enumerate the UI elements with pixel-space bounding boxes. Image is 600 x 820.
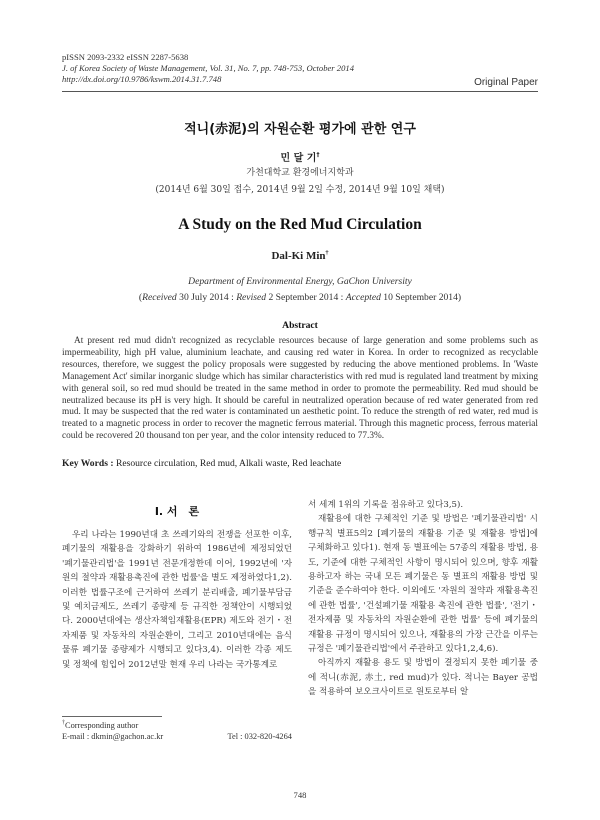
journal-citation: J. of Korea Society of Waste Management, Vol. 31, No. 7, pp. 748-753, October 2014 [62,63,354,73]
korean-author: 민 달 기† [280,151,320,164]
author-tel: Tel : 032-820-4264 [227,732,292,741]
header-rule [62,91,538,92]
journal-header [62,52,542,85]
korean-title: 적니(赤泥)의 자원순환 평가에 관한 연구 [184,122,416,137]
footnote: †Corresponding author E-mail : dkmin@gachon.ac.kr Tel : 032-820-4264 [62,720,292,741]
korean-dates: (2014년 6월 30일 접수, 2014년 9월 2일 수정, 2014년 9월 10일 채택) [155,185,445,195]
body-paragraph: 아직까지 재활용 용도 및 방법이 결정되지 못한 폐기물 중에 적니(赤泥, 赤土, red mud)가 있다. 적니는 Bayer 공법을 적용하여 보오크사이트로 원토로부터 알 [308,658,538,698]
issn-line: pISSN 2093-2332 eISSN 2287-5638 [62,52,189,62]
footnote-rule [62,716,162,717]
body-paragraph: 서 세계 1위의 기록을 점유하고 있다3,5). [308,500,464,510]
doi-link[interactable]: http://dx.doi.org/10.9786/kswm.2014.31.7.748 [62,74,222,84]
english-dates: (Received 30 July 2014 : Revised 2 September 2014 : Accepted 10 September 2014) [138,292,462,303]
right-column [308,498,538,700]
abstract-text: At present red mud didn't recognized as recyclable resources because of large generation and some problems such as impermeability, high pH value, aluminium leachate, and causing red water in Korea. In order to recognized as recyclable resources, therefore, we suggest the policy proposals were suggested by reducing the above mentioned problems. In 'Waste Management Act' similar inorganic sludge which has similar characteristics with red mud is regulated land treatment by mixing with general soil, so red mud should be treated in the same method in order to promote the permeability. Red mud should be neutralized because its pH is very high. It should be careful in neutralized operation because of red water generated from red mud. It may be suspected that the red water is contaminated un aesthetic point. To reduce the strength of red water, red mud is treated to a magnetic process in order to recover the magnetic ferrous material. Through this magnetic process, ferrous material could be recovered 20 thousand ton per year, and the color intensity reduced to 77.3%. [62,336,538,442]
body-paragraph: 우리 나라는 1990년대 초 쓰레기와의 전쟁을 선포한 이후, 폐기물의 재활용을 강화하기 위하여 1986년에 제정되었던 '폐기물관리법'을 1991년 전문개정한데 이어, 1992년에 '자원의 절약과 재활용촉진에 관한 법률'을 별도 제정하였다1,2). 이러한 법률구조에 근거하여 쓰레기 분리배출, 폐기물부담금 및 예치금제도, 쓰레기 종량제 등 규직한 정책안이 시행되었다. 2000년대에는 생산자책임재활용(EPR) 제도와 전기・전자제품 및 자동차의 자원순환이, 그리고 2010년대에는 음식물류 폐기물 종량제가 시행되고 있다3,4). 이러한 각종 제도 및 정책에 힘입어 2012년말 현재 우리 나라는 국가통계로 [62,530,292,670]
english-title: A Study on the Red Mud Circulation [178,216,422,233]
author-email[interactable]: E-mail : dkmin@gachon.ac.kr [62,732,164,741]
keywords: Key Words : Resource circulation, Red mud, Alkali waste, Red leachate [62,458,342,469]
body-paragraph: 재활용에 대한 구체적인 기준 및 방법은 '폐기물관리법' 시행규칙 별표5의2 [폐기물의 재활용 기준 및 재활용 방법]에 구체화하고 있다1). 현재 동 별표에는 57종의 재활용 방법, 용도, 기준에 대한 구체적인 사항이 명시되어 있으며, 향후 재활용하고자 하는 국내 모든 폐기물은 동 별표의 재활용 방법 및 기준을 준수하여야 한다. 이외에도 '자원의 절약과 재활용촉진에 관한 법률', '건설폐기물 재활용 촉진에 관한 법률', '전기・전자제품 및 자동차의 자원순환에 관한 법률' 등에 폐기물의 재활용 규정이 명시되어 있으나, 재활용의 가장 근간을 이루는 규정은 '폐기물관리법'에서 주관하고 있다1,2,4,6). [308,514,538,655]
english-author: Dal-Ki Min† [271,250,329,262]
page-number: 748 [293,790,307,800]
section-heading: I. 서 론 [154,505,200,518]
english-affiliation: Department of Environmental Energy, GaChon University [188,276,412,287]
korean-affiliation: 가천대학교 환경에너지학과 [246,168,354,178]
paper-type-label: Original Paper [474,77,538,88]
left-column [62,528,292,672]
abstract-heading: Abstract [282,320,318,331]
